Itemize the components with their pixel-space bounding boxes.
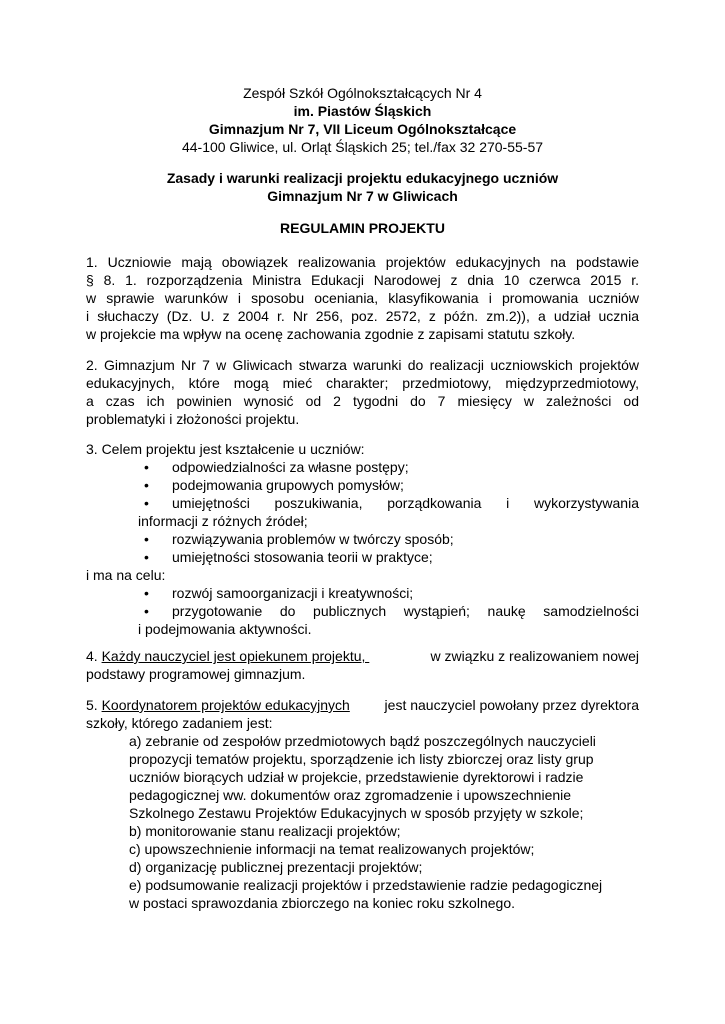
bullet-item	[86, 530, 639, 548]
bullet-text: rozwiązywania problemów w twórczy sposób;	[172, 531, 454, 547]
task-line: b) monitorowanie stanu realizacji projektów;	[129, 823, 401, 839]
title-line-2: Gimnazjum Nr 7 w Gliwicach	[267, 188, 458, 204]
bullet-text: podejmowania grupowych pomysłów;	[172, 477, 404, 493]
regulamin-heading-text: REGULAMIN PROJEKTU	[280, 220, 445, 236]
bullet-item	[86, 476, 639, 494]
task-line: c) upowszechnienie informacji na temat realizowanych projektów;	[129, 841, 535, 857]
school-name: Zespół Szkół Ogólnokształcących Nr 4	[243, 85, 482, 101]
section-4-lead	[86, 647, 369, 665]
section-5-number: 5.	[86, 697, 102, 713]
bullet-dot: •	[144, 531, 149, 547]
section-5-lead	[86, 696, 350, 714]
bullet-item	[86, 458, 639, 476]
section-1	[86, 253, 639, 343]
section-2-line: a czas ich powinien wynosić od 2 tygodni do 7 miesięcy w zależności od	[86, 393, 639, 409]
bullet-text: odpowiedzialności za własne postępy;	[172, 459, 409, 475]
task-line: uczniów biorących udział w projekcie, przedstawienie dyrektorowi i radzie	[129, 769, 584, 785]
task-line: e) podsumowanie realizacji projektów i przedstawienie radzie pedagogicznej	[129, 877, 603, 893]
section-5	[86, 696, 639, 912]
coordinator-tasks	[86, 732, 639, 912]
section-2-line: 2. Gimnazjum Nr 7 w Gliwicach stwarza warunki do realizacji uczniowskich projektów	[86, 357, 639, 373]
bullet-item	[86, 494, 639, 530]
bullet-text: przygotowanie do publicznych wystąpień; naukę samodzielności	[172, 603, 639, 619]
section-5-line-1	[86, 696, 639, 714]
section-5-rest: jest nauczyciel powołany przez dyrektora	[380, 697, 639, 713]
section-1-line: § 8. 1. rozporządzenia Ministra Edukacji Narodowej z dnia 10 czerwca 2015 r.	[86, 272, 639, 288]
section-4-line-2: podstawy programowej gimnazjum.	[86, 666, 306, 682]
school-units: Gimnazjum Nr 7, VII Liceum Ogólnokształcące	[208, 121, 517, 137]
bullet-dot: •	[144, 549, 149, 565]
task-line: propozycji tematów projektu, sporządzenie ich listy zbiorczej oraz listy grup	[129, 751, 594, 767]
section-2	[86, 356, 639, 428]
task-line: w postaci sprawozdania zbiorczego na koniec roku szkolnego.	[129, 895, 515, 911]
bullet-dot: •	[144, 459, 149, 475]
section-1-line: 1. Uczniowie mają obowiązek realizowania projektów edukacyjnych na podstawie	[86, 254, 639, 270]
section-4-emphasis: Każdy nauczyciel jest opiekunem projektu,	[101, 648, 370, 664]
section-4-rest: w związku z realizowaniem nowej	[430, 648, 639, 664]
section-4	[86, 647, 639, 683]
school-address: 44-100 Gliwice, ul. Orląt Śląskich 25; tel./fax 32 270-55-57	[181, 139, 544, 155]
task-line: a) zebranie od zespołów przedmiotowych bądź poszczególnych nauczycieli	[129, 733, 596, 749]
bullet-text: rozwój samoorganizacji i kreatywności;	[172, 585, 414, 601]
section-4-number: 4.	[86, 648, 102, 664]
bullet-dot: •	[144, 585, 149, 601]
section-1-line: w sprawie warunków i sposobu oceniania, klasyfikowania i promowania uczniów	[86, 290, 639, 306]
bullet-item	[86, 548, 639, 566]
bullet-dot: •	[144, 603, 149, 619]
section-4-line-1	[86, 647, 639, 665]
section-2-line: problematyki i złożoności projektu.	[86, 411, 300, 427]
bullet-text-continued: informacji z różnych źródeł;	[138, 513, 308, 529]
section-1-line: w projekcie ma wpływ na ocenę zachowania zgodnie z zapisami statutu szkoły.	[86, 326, 576, 342]
document-title	[0, 169, 725, 205]
bullet-text: umiejętności stosowania teorii w praktyce;	[172, 549, 433, 565]
section-3-intro: 3. Celem projektu jest kształcenie u uczniów:	[86, 441, 365, 457]
task-line: pedagogicznej ww. dokumentów oraz zgromadzenie i upowszechnienie	[129, 787, 572, 803]
bullet-dot: •	[144, 477, 149, 493]
section-5-emphasis: Koordynatorem projektów edukacyjnych	[101, 697, 350, 713]
school-patron: im. Piastów Śląskich	[293, 103, 432, 119]
section-1-line: i słuchaczy (Dz. U. z 2004 r. Nr 256, poz. 2572, z późn. zm.2)), a udział ucznia	[86, 308, 639, 324]
bullet-dot: •	[144, 495, 149, 511]
section-3-goal: i ma na celu:	[86, 567, 166, 583]
title-line-1: Zasady i warunki realizacji projektu edukacyjnego uczniów	[166, 170, 559, 186]
school-header	[0, 84, 725, 156]
bullet-item	[86, 584, 639, 602]
section-2-line: edukacyjnych, które mogą mieć charakter; przedmiotowy, międzyprzedmiotowy,	[86, 375, 639, 391]
regulamin-heading	[0, 219, 725, 237]
task-line: Szkolnego Zestawu Projektów Edukacyjnych w sposób przyjęty w szkole;	[129, 805, 584, 821]
bullet-item	[86, 602, 639, 638]
bullet-text-continued: i podejmowania aktywności.	[138, 621, 312, 637]
section-5-line-2: szkoły, którego zadaniem jest:	[86, 715, 273, 731]
task-line: d) organizację publicznej prezentacji projektów;	[129, 859, 423, 875]
section-3	[86, 440, 639, 638]
bullet-text: umiejętności poszukiwania, porządkowania i wykorzystywania	[172, 495, 639, 511]
